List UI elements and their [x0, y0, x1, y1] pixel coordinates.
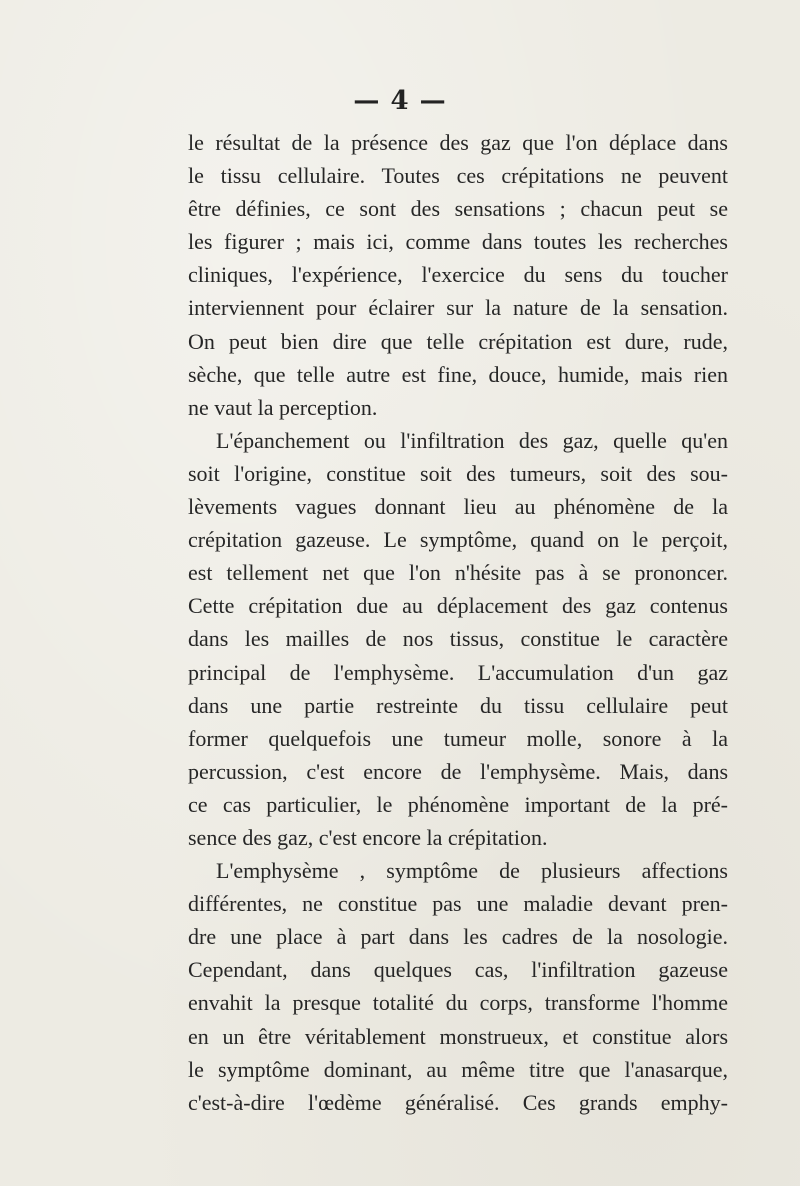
text-line: le tissu cellulaire. Toutes ces crépitations ne peuvent [188, 163, 728, 189]
text-line: dre une place à part dans les cadres de la nosologie. [188, 924, 728, 950]
text-line: c'est-à-dire l'œdème généralisé. Ces grands emphy- [188, 1089, 728, 1115]
text-line: Cependant, dans quelques cas, l'infiltration gazeuse [188, 957, 728, 983]
text-line: Cette crépitation due au déplacement des gaz contenus [188, 593, 728, 619]
text-line: en un être véritablement monstrueux, et constitue alors [188, 1023, 728, 1049]
text-line: ce cas particulier, le phénomène important de la pré- [188, 791, 728, 817]
text-line: cliniques, l'expérience, l'exercice du sens du toucher [188, 262, 728, 288]
text-line: dans une partie restreinte du tissu cellulaire peut [188, 692, 728, 718]
text-line: les figurer ; mais ici, comme dans toutes les recherches [188, 229, 728, 255]
text-line: On peut bien dire que telle crépitation est dure, rude, [188, 328, 728, 354]
paragraph-start-line: L'emphysème , symptôme de plusieurs affections [216, 858, 728, 884]
text-line: soit l'origine, constitue soit des tumeurs, soit des sou- [188, 460, 728, 486]
text-line: le symptôme dominant, au même titre que l'anasarque, [188, 1056, 728, 1082]
body-text [188, 126, 728, 1119]
text-line: est tellement net que l'on n'hésite pas à se prononcer. [188, 560, 728, 586]
text-line: percussion, c'est encore de l'emphysème. Mais, dans [188, 758, 728, 784]
text-line: le résultat de la présence des gaz que l'on déplace dans [188, 130, 728, 155]
paragraph-end-line: ne vaut la perception. [188, 394, 378, 420]
text-line: principal de l'emphysème. L'accumulation d'un gaz [188, 659, 728, 685]
paragraph-start-line: L'épanchement ou l'infiltration des gaz, quelle qu'en [216, 427, 728, 453]
page-number: — 4 — [353, 86, 447, 116]
text-line: dans les mailles de nos tissus, constitue le caractère [188, 626, 728, 652]
paragraph-end-line: sence des gaz, c'est encore la crépitation. [188, 824, 548, 850]
text-line: interviennent pour éclairer sur la nature de la sensation. [188, 295, 728, 321]
text-line: lèvements vagues donnant lieu au phénomène de la [188, 494, 728, 520]
text-line: crépitation gazeuse. Le symptôme, quand on le perçoit, [188, 527, 728, 553]
text-line: envahit la presque totalité du corps, transforme l'homme [188, 990, 728, 1016]
text-line: sèche, que telle autre est fine, douce, humide, mais rien [188, 361, 728, 387]
text-line: différentes, ne constitue pas une maladie devant pren- [188, 891, 728, 917]
text-line: former quelquefois une tumeur molle, sonore à la [188, 725, 728, 751]
text-line: être définies, ce sont des sensations ; chacun peut se [188, 196, 728, 222]
